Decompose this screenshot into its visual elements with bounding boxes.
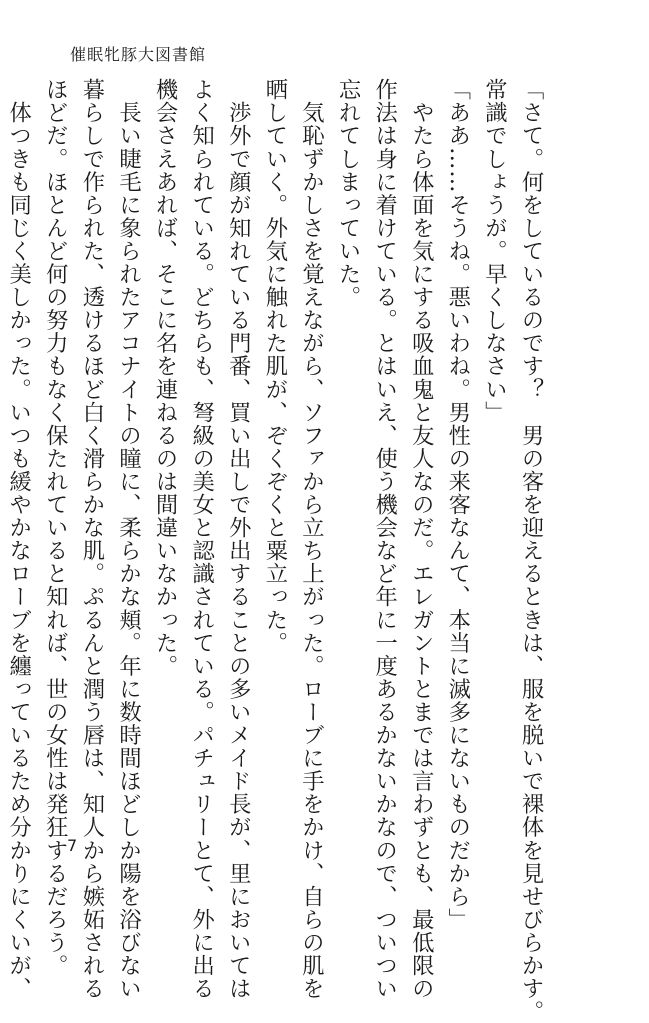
text-line: 暮らしで作られた、透けるほど白く滑らかな肌。ぷるんと潤う唇は、知人から嫉妬される <box>73 78 110 826</box>
running-title: 催眠牝豚大図書館 <box>70 42 206 65</box>
text-line: 気恥ずかしさを覚えながら、ソファから立ち上がった。ローブに手をかけ、自らの肌を <box>293 78 330 826</box>
text-line: 体つきも同じく美しかった。いつも緩やかなローブを纏っているため分かりにくいが、 <box>0 78 37 826</box>
text-line: やたら体面を気にする吸血鬼と友人なのだ。エレガントとまでは言わずとも、最低限の <box>403 78 440 826</box>
text-line: 作法は身に着けている。とはいえ、使う機会など年に一度あるかないかなので、ついつい <box>366 78 403 826</box>
text-line: 「さて。何をしているのです？ 男の客を迎えるときは、服を脱いで裸体を見せびらかす。 <box>512 78 549 826</box>
page-number: 7 <box>67 836 77 855</box>
text-line: 忘れてしまっていた。 <box>329 78 366 826</box>
text-line: 渉外で顔が知れている門番、買い出しで外出することの多いメイド長が、里においては <box>220 78 257 826</box>
text-line: 機会さえあれば、そこに名を連ねるのは間違いなかった。 <box>146 78 183 826</box>
text-line: 晒していく。外気に触れた肌が、ぞくぞくと粟立った。 <box>256 78 293 826</box>
text-line: よく知られている。どちらも、弩級の美女と認識されている。パチュリーとて、外に出る <box>183 78 220 826</box>
text-line: 「ああ……そうね。悪いわね。男性の来客なんて、本当に滅多にないものだから」 <box>439 78 476 826</box>
text-line: ほどだ。ほとんど何の努力もなく保たれていると知れば、世の女性は発狂するだろう。 <box>37 78 74 826</box>
text-line: 常識でしょうが。早くしなさい」 <box>476 78 513 826</box>
novel-body-text <box>57 78 549 826</box>
text-line: 長い睫毛に象られたアコナイトの瞳に、柔らかな頬。年に数時間ほどしか陽を浴びない <box>110 78 147 826</box>
